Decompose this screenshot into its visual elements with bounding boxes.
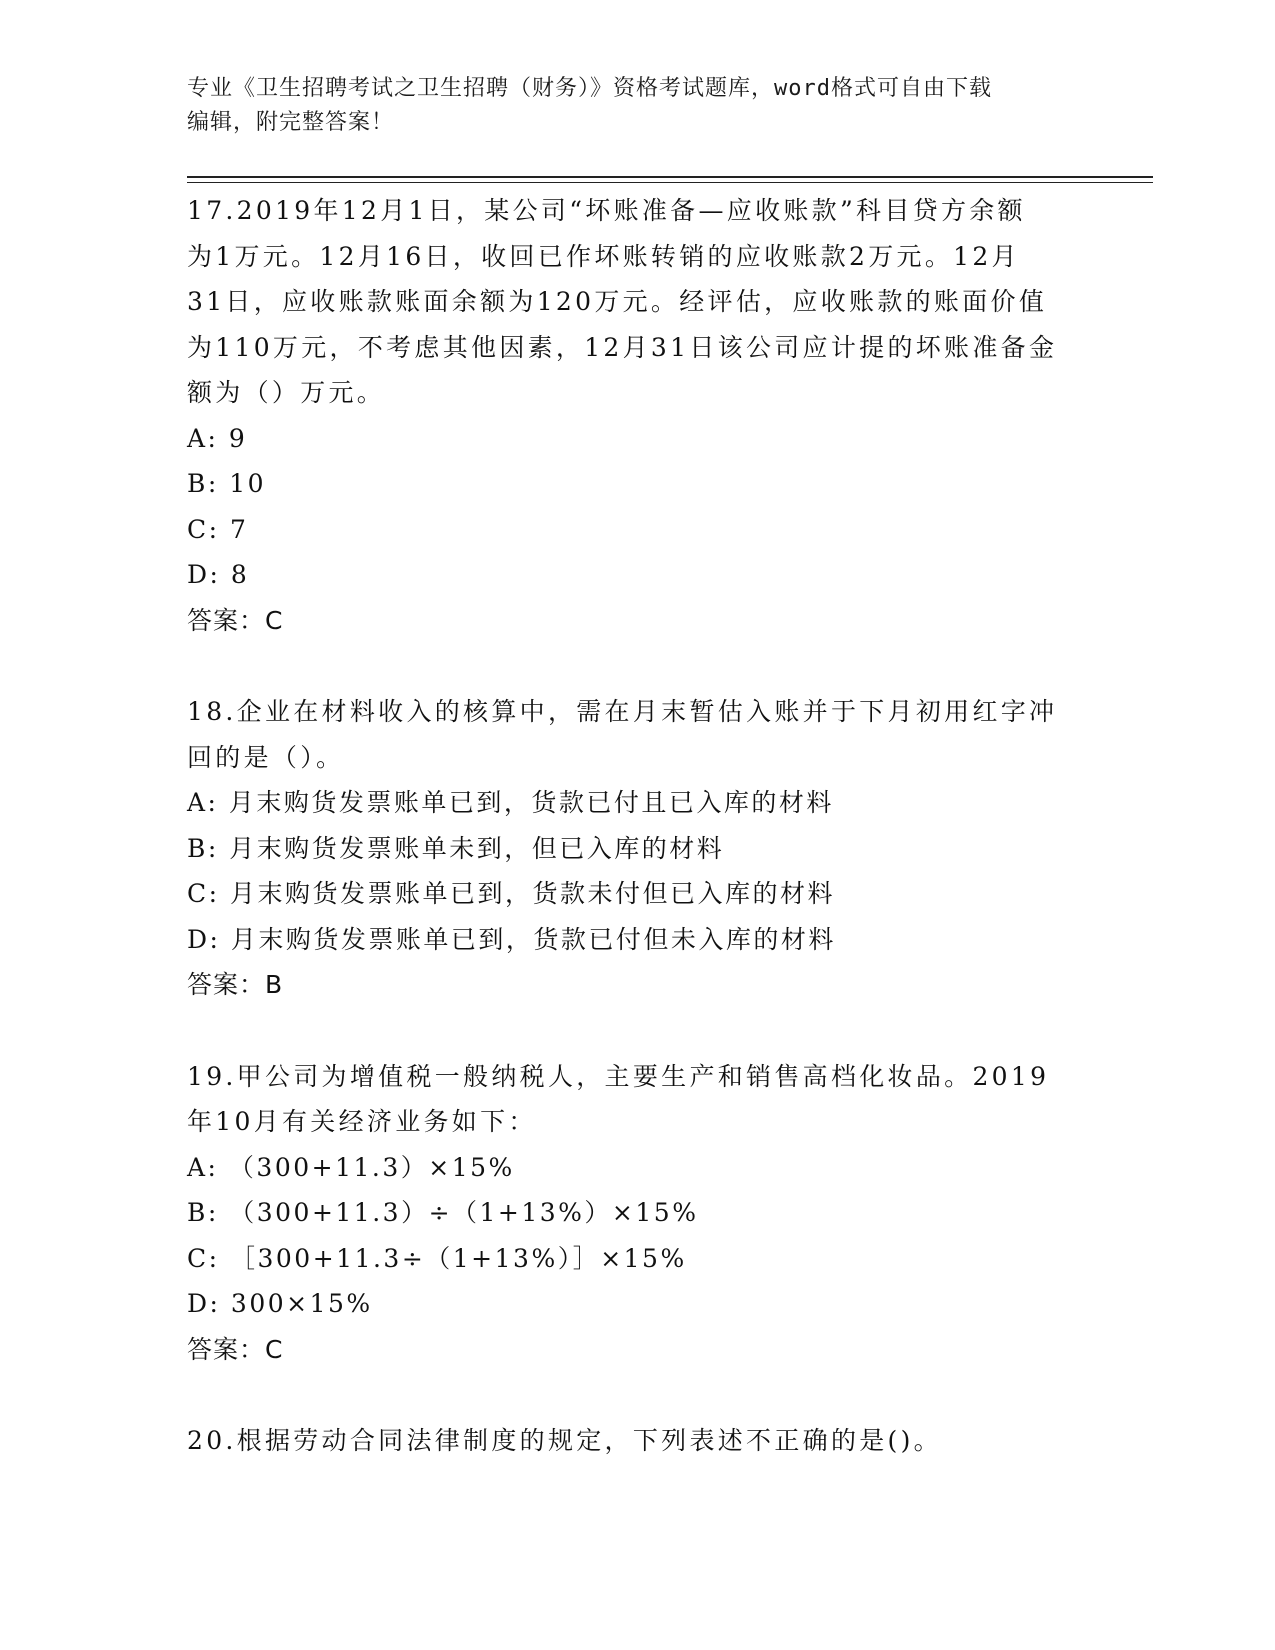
question-19: [187, 1054, 1087, 1373]
question-stem-line: 为1万元。12月16日，收回已作坏账转销的应收账款2万元。12月: [187, 241, 1020, 271]
header-divider-thin: [187, 182, 1153, 183]
header-divider-thick: [187, 176, 1153, 178]
question-20: [187, 1418, 1087, 1464]
question-list: [187, 188, 1087, 1464]
option-b: B: 月末购货发票账单未到，但已入库的材料: [187, 833, 725, 863]
question-17: [187, 188, 1087, 643]
question-stem-line: 回的是（）。: [187, 742, 345, 772]
answer-line: 答案：B: [187, 970, 284, 999]
header-line-1: 专业《卫生招聘考试之卫生招聘（财务）》资格考试题库，word格式可自由下载: [187, 76, 992, 101]
option-a: A: （300+11.3）×15%: [187, 1152, 515, 1182]
option-d: D: 300×15%: [187, 1289, 373, 1318]
option-b: B: 10: [187, 469, 267, 498]
question-stem-line: 年10月有关经济业务如下：: [187, 1107, 537, 1136]
question-stem-line: 18.企业在材料收入的核算中，需在月末暂估入账并于下月初用红字冲: [187, 697, 1058, 726]
question-stem-line: 20.根据劳动合同法律制度的规定，下列表述不正确的是()。: [187, 1426, 942, 1455]
question-stem-line: 为110万元，不考虑其他因素，12月31日该公司应计提的坏账准备金: [187, 332, 1058, 362]
question-spacer: [187, 1372, 1087, 1418]
option-d: D: 月末购货发票账单已到，货款已付但未入库的材料: [187, 924, 836, 954]
option-c: C: 月末购货发票账单已到，货款未付但已入库的材料: [187, 879, 836, 908]
option-c: C: 7: [187, 514, 249, 544]
option-c: C: ［300+11.3÷（1+13%）］×15%: [187, 1243, 687, 1273]
option-a: A: 月末购货发票账单已到，货款已付且已入库的材料: [187, 788, 834, 817]
header-line-2: 编辑，附完整答案！: [187, 110, 395, 135]
answer-line: 答案：C: [187, 1334, 284, 1364]
option-d: D: 8: [187, 560, 250, 589]
question-spacer: [187, 1008, 1087, 1054]
question-stem-line: 19.甲公司为增值税一般纳税人，主要生产和销售高档化妆品。2019: [187, 1061, 1050, 1091]
option-b: B: （300+11.3）÷（1+13%）×15%: [187, 1198, 699, 1227]
question-stem-line: 额为（）万元。: [187, 378, 386, 407]
question-spacer: [187, 643, 1087, 689]
option-a: A: 9: [187, 423, 248, 453]
document-header: [187, 72, 1067, 140]
question-stem-line: 31日，应收账款账面余额为120万元。经评估，应收账款的账面价值: [187, 287, 1048, 316]
answer-line: 答案：C: [187, 605, 284, 635]
question-stem-line: 17.2019年12月1日，某公司“坏账准备—应收账款”科目贷方余额: [187, 196, 1026, 225]
question-18: [187, 689, 1087, 1008]
